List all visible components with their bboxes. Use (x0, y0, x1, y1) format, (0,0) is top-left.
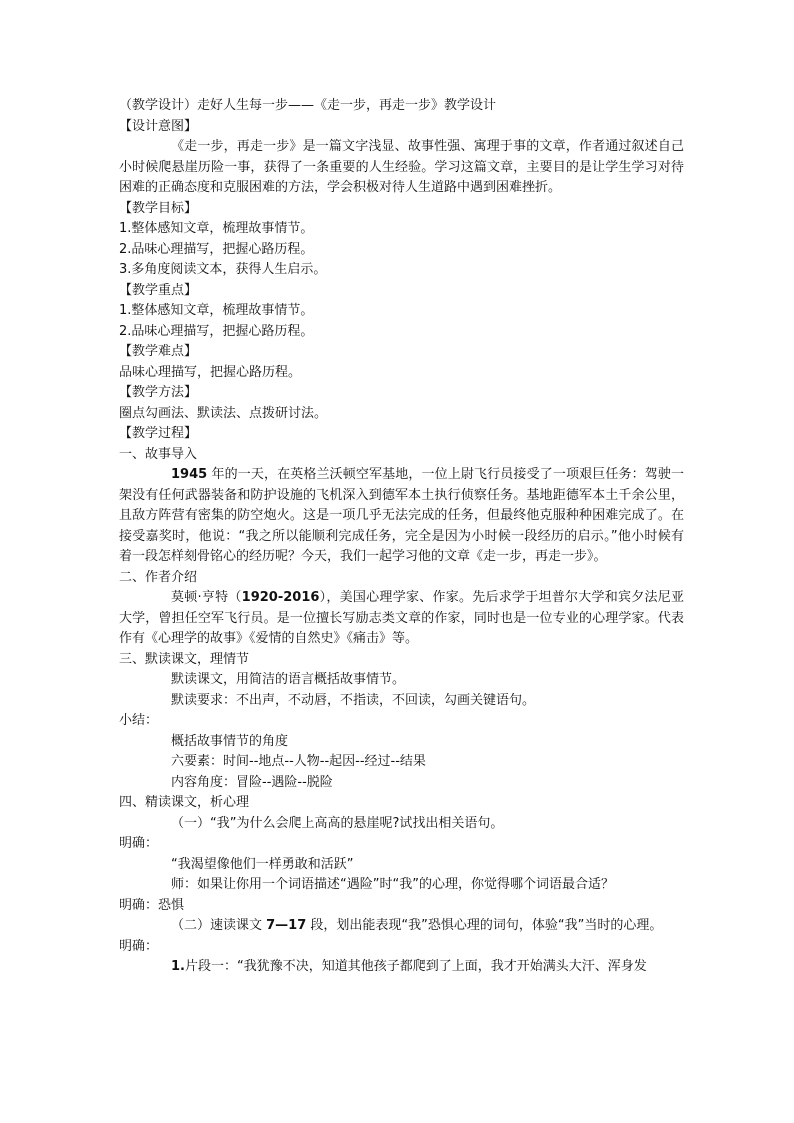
question-2-post: 段，划出能表现“我”恐惧心理的词句，体验“我”当时的心理。 (306, 918, 663, 933)
quote-1: “我渴望像他们一样勇敢和活跃” (171, 856, 354, 872)
key-point-item: 1.整体感知文章，梳理故事情节。 (119, 303, 314, 318)
teacher-question: 师：如果让你用一个词语描述“遇险”时“我”的心理，你觉得哪个词语最合适？ (171, 877, 614, 892)
summary-content-angle: 内容角度：冒险--遇险--脱险 (171, 774, 333, 790)
goals-heading: 【教学目标】 (119, 200, 198, 216)
section-1-text (119, 465, 684, 568)
paragraph-range: 7—17 (266, 918, 307, 933)
clarify-fear: 明确：恐惧 (119, 897, 185, 913)
key-point-item: 2.品味心理描写，把握心路历程。 (119, 323, 314, 339)
author-name: 莫顿·亨特（ (171, 590, 242, 605)
section-2-text (119, 588, 684, 650)
key-points-heading: 【教学重点】 (119, 282, 198, 298)
section-3-line: 默读课文，用简洁的语言概括故事情节。 (171, 672, 406, 687)
fragment-text: 片段一：“我犹豫不决，知道其他孩子都爬到了上面，我才开始满头大汗、浑身发 (184, 959, 647, 974)
author-years: 1920-2016 (241, 590, 320, 605)
clarify-label: 明确： (119, 836, 159, 851)
document-page (119, 96, 684, 978)
section-2-heading: 二、作者介绍 (119, 569, 198, 585)
section-4-heading: 四、精读课文，析心理 (119, 795, 250, 810)
section-3-line: 默读要求：不出声，不动唇，不指读，不回读，勾画关键语句。 (171, 692, 536, 708)
document-title: （教学设计）走好人生每一步——《走一步，再走一步》教学设计 (119, 98, 497, 113)
goal-item: 2.品味心理描写，把握心路历程。 (119, 241, 314, 257)
difficulty-heading: 【教学难点】 (119, 344, 198, 359)
question-2 (119, 916, 684, 937)
design-intent-heading: 【设计意图】 (119, 118, 198, 134)
difficulty-text: 品味心理描写，把握心路历程。 (119, 364, 302, 380)
process-heading: 【教学过程】 (119, 426, 198, 441)
methods-text: 圈点勾画法、默读法、点拨研讨法。 (119, 405, 328, 421)
section-1-heading: 一、故事导入 (119, 446, 198, 462)
summary-label: 小结： (119, 713, 159, 728)
clarify-label: 明确： (119, 938, 159, 954)
goal-item: 1.整体感知文章，梳理故事情节。 (119, 221, 314, 236)
section-3-heading: 三、默读课文，理情节 (119, 651, 250, 667)
summary-angle: 概括故事情节的角度 (171, 733, 289, 749)
design-intent-text: 《走一步，再走一步》是一篇文字浅显、故事性强、寓理于事的文章，作者通过叙述自己小时候爬悬崖历险一事，获得了一条重要的人生经验。学习这篇文章，主要目的是让学生学习对待困难的正确态度和克服困难的方法，学会积极对待人生道路中遇到困难挫折。 (119, 139, 684, 195)
story-text: 年的一天，在英格兰沃顿空军基地，一位上尉飞行员接受了一项艰巨任务：驾驶一架没有任何武器装备和防护设施的飞机深入到德军本土执行侦察任务。基地距德军本土千余公里，且敌方阵营有密集的防空炮火。这是一项几乎无法完成的任务，但最终他克服种种困难完成了。在接受嘉奖时，他说：“我之所以能顺利完成任务，完全是因为小时候一段经历的启示。”他小时候有着一段怎样刻骨铭心的经历呢？今天，我们一起学习他的文章《走一步，再走一步》。 (119, 467, 684, 564)
question-1: （一）“我”为什么会爬上高高的悬崖呢?试找出相关语句。 (171, 815, 504, 831)
author-bio: ），美国心理学家、作家。先后求学于坦普尔大学和宾夕法尼亚大学，曾担任空军飞行员。是一位擅长写励志类文章的作家，同时也是一位专业的心理学家。代表作有《心理学的故事》《爱情的自然史》《痛击》等。 (119, 590, 684, 646)
goal-item: 3.多角度阅读文本，获得人生启示。 (119, 262, 327, 277)
year-number: 1945 (171, 467, 208, 482)
fragment-1 (119, 957, 684, 978)
fragment-number: 1. (171, 959, 185, 974)
question-2-pre: （二）速读课文 (171, 918, 267, 933)
summary-six-elements: 六要素：时间--地点--人物--起因--经过--结果 (171, 754, 426, 769)
methods-heading: 【教学方法】 (119, 385, 198, 400)
